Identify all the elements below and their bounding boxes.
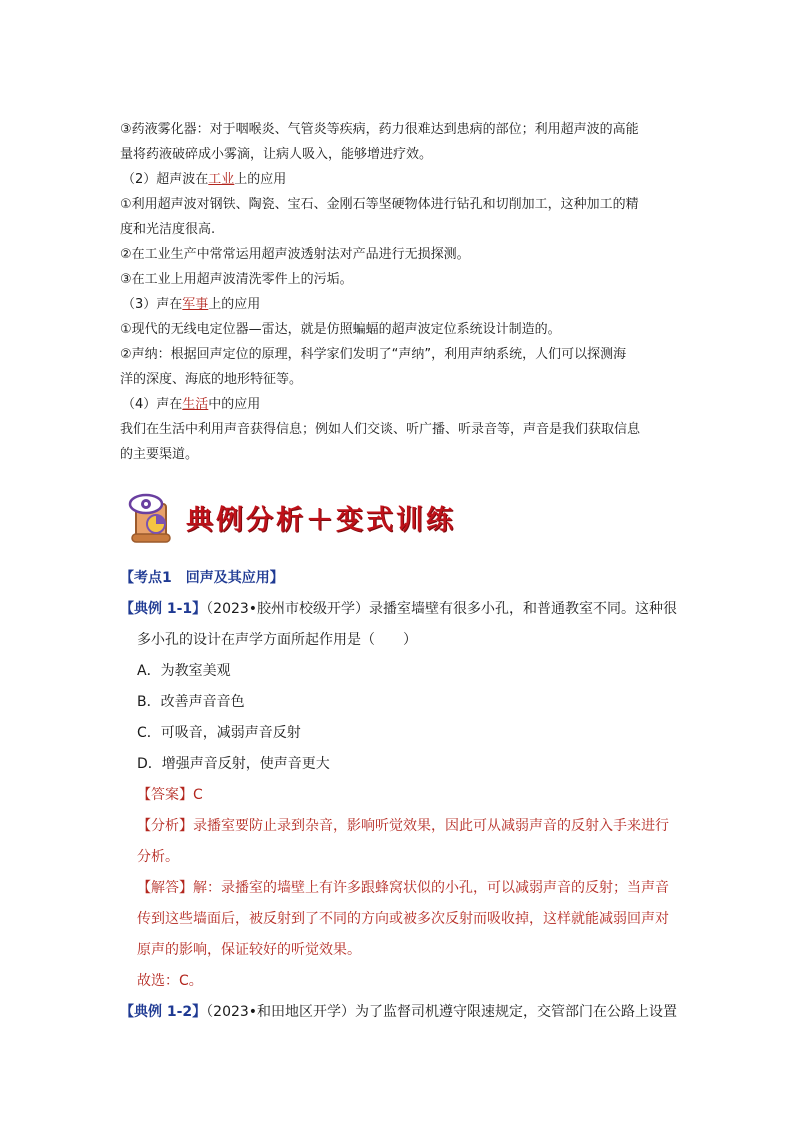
life-item-line2: 的主要渠道。 [120,447,199,462]
military-item2-line2: 洋的深度、海底的地形特征等。 [120,372,303,387]
life-item-line1: 我们在生活中利用声音获得信息；例如人们交谈、听广播、听录音等，声音是我们获取信息 [120,422,641,437]
analysis-line2: 分析。 [137,849,179,865]
solution-tag: 【解答】 [137,880,193,896]
heading-military-prefix: （3）声在 [122,297,183,312]
paragraph-nebulizer-line1: ③药液雾化器：对于咽喉炎、气管炎等疾病，药力很难达到患病的部位；利用超声波的高能 [120,122,639,137]
kaodian-heading: 【考点1 回声及其应用】 [120,570,284,586]
industry-item3: ③在工业上用超声波清洗零件上的污垢。 [120,272,353,287]
solution-line1 [120,873,680,904]
answer-line [120,780,680,811]
answer-tag: 【答案】 [137,787,193,803]
heading-life-prefix: （4）声在 [122,397,183,412]
application-section [120,117,680,467]
heading-military [120,292,680,317]
heading-industry [120,167,680,192]
analysis-text: 录播室要防止录到杂音，影响听觉效果，因此可从减弱声音的反射入手来进行 [193,818,669,834]
analysis-tag: 【分析】 [137,818,193,834]
example1-question-text: （2023•胶州市校级开学）录播室墙壁有很多小孔，和普通教室不同。这种很 [206,601,678,617]
solution-line3: 原声的影响，保证较好的听觉效果。 [137,942,361,958]
heading-life-suffix: 中的应用 [208,397,261,412]
keyword-military: 军事 [182,297,209,312]
example2-question-text: （2023•和田地区开学）为了监督司机遵守限速规定，交管部门在公路上设置 [206,1004,678,1020]
military-item1: ①现代的无线电定位器—雷达，就是仿照蝙蝠的超声波定位系统设计制造的。 [120,322,561,337]
option-b: B．改善声音音色 [137,694,245,710]
example2-question-line1 [120,997,680,1028]
example1-tag: 【典例 1-1】 [120,601,207,617]
industry-item1-line1: ①利用超声波对钢铁、陶瓷、宝石、金刚石等坚硬物体进行钻孔和切削加工，这种加工的精 [120,197,639,212]
heading-military-suffix: 上的应用 [208,297,261,312]
option-a: A．为教室美观 [137,663,231,679]
heading-industry-suffix: 上的应用 [234,172,287,187]
section-banner [126,486,466,548]
heading-life [120,392,680,417]
choose-line: 故选：C。 [137,973,203,989]
industry-item1-line2: 度和光洁度很高. [120,222,216,237]
heading-industry-prefix: （2）超声波在 [122,172,209,187]
analysis-line1 [120,811,680,842]
examples-section [120,563,680,1028]
option-d: D．增强声音反射，使声音更大 [137,756,330,772]
keyword-industry: 工业 [208,172,235,187]
solution-line2: 传到这些墙面后，被反射到了不同的方向或被多次反射而吸收掉，这样就能减弱回声对 [137,911,669,927]
option-c: C．可吸音，减弱声音反射 [137,725,301,741]
example1-question-line2: 多小孔的设计在声学方面所起作用是（ ） [137,632,417,648]
solution-text: 解：录播室的墙壁上有许多跟蜂窝状似的小孔，可以减弱声音的反射；当声音 [193,880,669,896]
example2-tag: 【典例 1-2】 [120,1004,207,1020]
example1-question-line1 [120,594,680,625]
industry-item2: ②在工业生产中常常运用超声波透射法对产品进行无损探测。 [120,247,470,262]
scroll-eye-icon [126,490,182,546]
paragraph-nebulizer-line2: 量将药液破碎成小雾滴，让病人吸入，能够增进疗效。 [120,147,433,162]
military-item2-line1: ②声纳：根据回声定位的原理，科学家们发明了“声纳”，利用声纳系统，人们可以探测海 [120,347,627,362]
keyword-life: 生活 [182,397,209,412]
answer-value: C [193,787,203,803]
banner-title: 典例分析＋变式训练 [186,505,456,536]
